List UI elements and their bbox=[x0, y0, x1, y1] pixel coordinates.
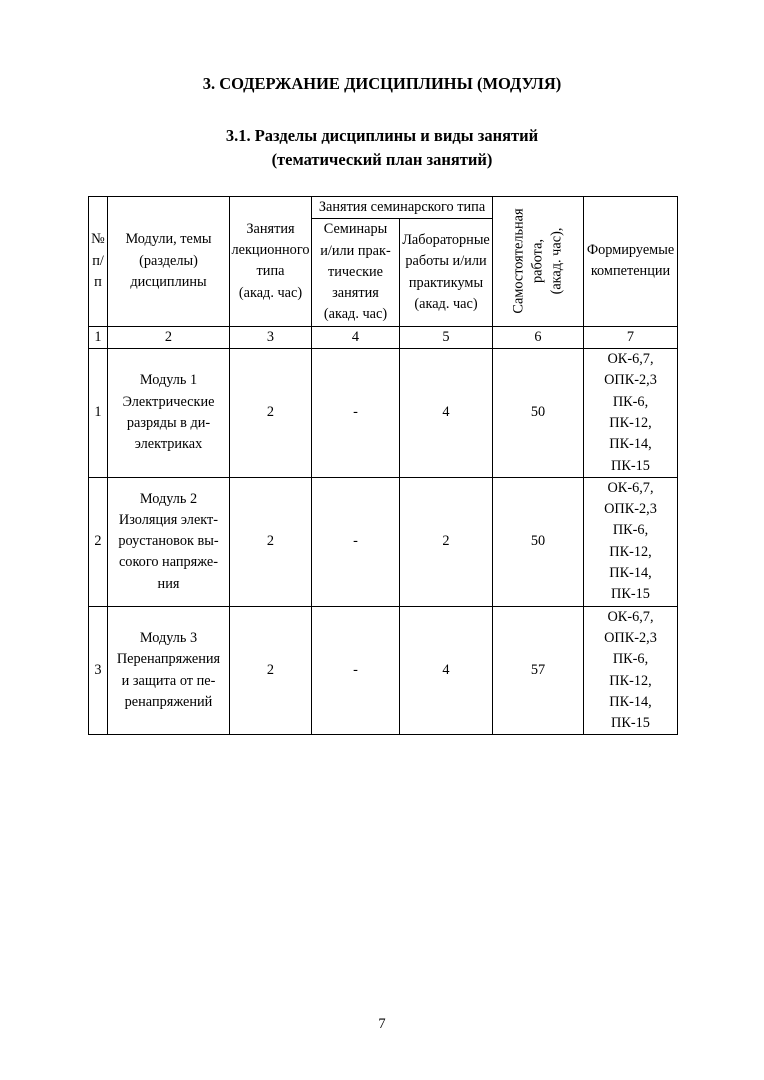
row-seminars: - bbox=[312, 349, 400, 478]
header-seminar-group: Занятия семинарского типа bbox=[312, 197, 493, 219]
column-number: 3 bbox=[230, 326, 312, 348]
row-labs: 4 bbox=[400, 606, 493, 735]
row-lectures: 2 bbox=[230, 606, 312, 735]
row-num: 1 bbox=[89, 349, 108, 478]
section-title: 3. СОДЕРЖАНИЕ ДИСЦИПЛИНЫ (МОДУЛЯ) bbox=[202, 74, 562, 93]
subtitle-line-2: (тематический план занятий) bbox=[271, 150, 493, 169]
column-number: 5 bbox=[400, 326, 493, 348]
row-lectures: 2 bbox=[230, 349, 312, 478]
row-seminars: - bbox=[312, 606, 400, 735]
header-row bbox=[89, 197, 678, 219]
row-module: Модуль 2 Изоляция элект- роустановок вы- сокого напряже- ния bbox=[108, 477, 230, 606]
header-labs: Лабораторные работы и/или практикумы (акад. час) bbox=[400, 219, 493, 326]
row-module: Модуль 1 Электрические разряды в ди- электриках bbox=[108, 349, 230, 478]
table-row bbox=[89, 606, 678, 735]
row-num: 3 bbox=[89, 606, 108, 735]
section-subtitle bbox=[0, 124, 764, 172]
column-number: 2 bbox=[108, 326, 230, 348]
column-number: 1 bbox=[89, 326, 108, 348]
row-self-work: 50 bbox=[493, 349, 584, 478]
header-self-work: Самостоятельная работа, (акад. час), bbox=[493, 197, 584, 327]
row-self-work: 50 bbox=[493, 477, 584, 606]
column-number: 6 bbox=[493, 326, 584, 348]
row-labs: 4 bbox=[400, 349, 493, 478]
row-labs: 2 bbox=[400, 477, 493, 606]
row-module: Модуль 3 Перенапряжения и защита от пе- ренапряжений bbox=[108, 606, 230, 735]
header-competencies: Формируемые компетенции bbox=[584, 197, 678, 327]
header-seminars: Семинары и/или прак- тические занятия (акад. час) bbox=[312, 219, 400, 326]
table-row bbox=[89, 477, 678, 606]
header-modules: Модули, темы (разделы) дисциплины bbox=[108, 197, 230, 327]
header-num: № п/п bbox=[89, 197, 108, 327]
column-number: 4 bbox=[312, 326, 400, 348]
row-competencies: ОК-6,7, ОПК-2,3 ПК-6, ПК-12, ПК-14, ПК-15 bbox=[584, 477, 678, 606]
thematic-plan-table bbox=[88, 196, 678, 735]
row-num: 2 bbox=[89, 477, 108, 606]
page-number: 7 bbox=[378, 1016, 386, 1032]
header-lectures: Занятия лекционного типа (акад. час) bbox=[230, 197, 312, 327]
subtitle-line-1: 3.1. Разделы дисциплины и виды занятий bbox=[225, 126, 539, 145]
row-self-work: 57 bbox=[493, 606, 584, 735]
column-number-row bbox=[89, 326, 678, 348]
row-competencies: ОК-6,7, ОПК-2,3 ПК-6, ПК-12, ПК-14, ПК-15 bbox=[584, 349, 678, 478]
row-competencies: ОК-6,7, ОПК-2,3 ПК-6, ПК-12, ПК-14, ПК-15 bbox=[584, 606, 678, 735]
row-seminars: - bbox=[312, 477, 400, 606]
column-number: 7 bbox=[584, 326, 678, 348]
table-row bbox=[89, 349, 678, 478]
row-lectures: 2 bbox=[230, 477, 312, 606]
